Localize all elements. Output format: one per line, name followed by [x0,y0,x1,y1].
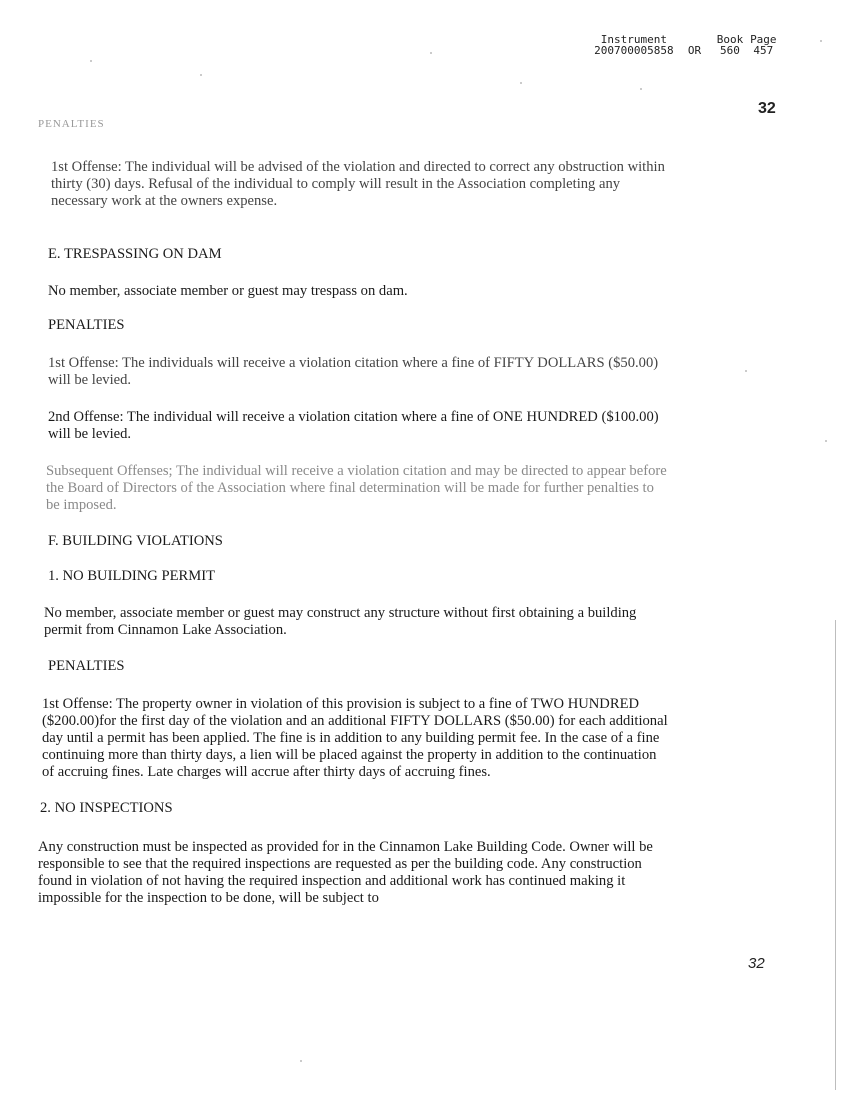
book-number: 560 [720,44,740,57]
paragraph-no-permit: No member, associate member or guest may construct any structure without first obtaining a building permit from Cinnamon Lake Association. [44,605,637,638]
penalties-heading: PENALTIES [38,118,105,130]
instrument-label: Instrument [600,33,668,46]
scan-speck [200,74,202,76]
book-type: OR [687,44,702,57]
page-number-value: 457 [753,44,774,57]
scan-speck [820,40,822,42]
subheading-no-inspections: 2. NO INSPECTIONS [40,800,173,816]
paragraph-1st-offense-obstruction: 1st Offense: The individual will be advised of the violation and directed to correct any obstruction within thirty (30) days. Refusal of the individual to comply will result in the Association completing any necessary work at the owners expense. [51,159,665,209]
section-heading-e: E. TRESPASSING ON DAM [48,246,222,262]
scan-speck [520,82,522,84]
penalties-heading: PENALTIES [48,658,125,674]
page-number-top: 32 [758,100,776,117]
instrument-number: 200700005858 [594,44,674,57]
paragraph-1st-offense-dam: 1st Offense: The individuals will receive a violation citation where a fine of FIFTY DOLLARS ($50.00) will be levied. [48,355,659,388]
scan-speck [300,1060,302,1062]
paragraph-subsequent-offenses: Subsequent Offenses; The individual will receive a violation citation and may be directed to appear before the Board of Directors of the Association where final determination will be made for further penalties to be imposed. [46,463,667,513]
section-heading-f: F. BUILDING VIOLATIONS [48,533,223,549]
scan-speck [430,52,432,54]
paragraph-1st-offense-permit: 1st Offense: The property owner in violation of this provision is subject to a fine of TWO HUNDRED ($200.00)for the first day of the violation and an additional FIFTY DOLLARS ($50.00) for each additional day until a permit has been applied. The fine is in addition to any building permit fee. In the case of a fine continuing more than thirty days, a lien will be placed against the property in addition to the continuation of accruing fines. Late charges will accrue after thirty days of accruing fines. [42,696,668,780]
recording-stamp [580,34,780,56]
scan-speck [640,88,642,90]
book-label: Book [716,33,744,46]
paragraph-no-inspections: Any construction must be inspected as provided for in the Cinnamon Lake Building Code. Owner will be responsible to see that the required inspections are requested as per the building code. Any construction found in violation of not having the required inspection and additional work has continued making it impossible for the inspection to be done, will be subject to [38,839,653,906]
penalties-heading: PENALTIES [48,317,125,333]
page-number-bottom: 32 [748,955,765,972]
scan-speck [745,370,747,372]
paragraph-2nd-offense-dam: 2nd Offense: The individual will receive a violation citation where a fine of ONE HUNDRED ($100.00) will be levied. [48,409,659,442]
subheading-no-building-permit: 1. NO BUILDING PERMIT [48,568,216,584]
scan-speck [825,440,827,442]
page-label: Page [750,33,777,46]
scan-edge-line [835,620,836,1090]
scan-speck [90,60,92,62]
recording-values [580,45,780,56]
paragraph-no-trespass: No member, associate member or guest may trespass on dam. [48,283,408,299]
document-body [38,110,668,907]
